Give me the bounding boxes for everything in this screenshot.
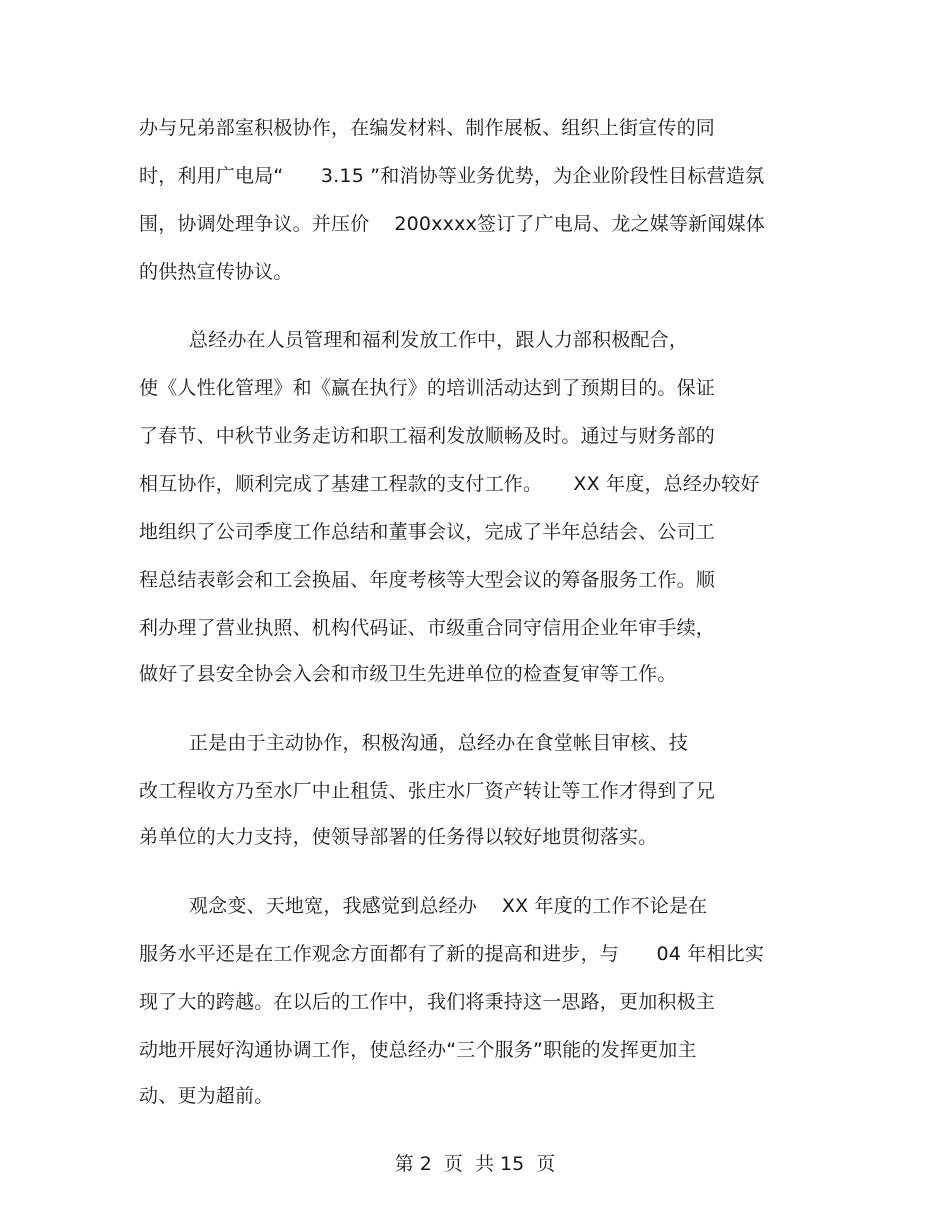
- paragraph-1-line-2: 时，利用广电局“ 3.15 ”和消协等业务优势，为企业阶段性目标营造氛: [139, 165, 765, 187]
- paragraph-4-line-4: 动地开展好沟通协调工作，使总经办“三个服务”职能的发挥更加主: [139, 1039, 697, 1061]
- paragraph-2-line-7: 利办理了营业执照、机构代码证、市级重合同守信用企业年审手续，: [139, 617, 716, 639]
- paragraph-1-line-3: 围，协调处理争议。并压价 200xxxx签订了广电局、龙之媒等新闻媒体: [139, 213, 766, 235]
- paragraph-3-line-3: 弟单位的大力支持，使领导部署的任务得以较好地贯彻落实。: [139, 826, 658, 848]
- paragraph-2-line-8: 做好了县安全协会入会和市级卫生先进单位的检查复审等工作。: [139, 663, 677, 685]
- paragraph-4-line-5: 动、更为超前。: [139, 1085, 274, 1107]
- paragraph-2-line-1: 总经办在人员管理和福利发放工作中，跟人力部积极配合，: [139, 329, 689, 351]
- paragraph-3-line-1: 正是由于主动协作，积极沟通，总经办在食堂帐目审核、技: [139, 732, 689, 754]
- paragraph-1-line-1: 办与兄弟部室积极协作，在编发材料、制作展板、组织上街宣传的同: [139, 117, 716, 139]
- paragraph-2-line-2: 使《人性化管理》和《赢在执行》的培训活动达到了预期目的。保证: [139, 377, 716, 399]
- paragraph-2-line-6: 程总结表彰会和工会换届、年度考核等大型会议的筹备服务工作。顺: [139, 569, 716, 591]
- page-number-footer: 第 2 页 共 15 页: [394, 1153, 556, 1175]
- paragraph-1-line-4: 的供热宣传协议。: [139, 261, 293, 283]
- paragraph-2-line-5: 地组织了公司季度工作总结和董事会议，完成了半年总结会、公司工: [139, 521, 716, 543]
- paragraph-3-line-2: 改工程收方乃至水厂中止租赁、张庄水厂资产转让等工作才得到了兄: [139, 780, 716, 802]
- paragraph-4-line-1: 观念变、天地宽，我感觉到总经办 XX 年度的工作不论是在: [139, 895, 708, 917]
- paragraph-4-line-3: 现了大的跨越。在以后的工作中，我们将秉持这一思路，更加积极主: [139, 991, 716, 1013]
- paragraph-2-line-4: 相互协作，顺利完成了基建工程款的支付工作。 XX 年度，总经办较好: [139, 473, 760, 495]
- paragraph-4-line-2: 服务水平还是在工作观念方面都有了新的提高和进步，与 04 年相比实: [139, 943, 765, 965]
- paragraph-2-line-3: 了春节、中秋节业务走访和职工福利发放顺畅及时。通过与财务部的: [139, 425, 716, 447]
